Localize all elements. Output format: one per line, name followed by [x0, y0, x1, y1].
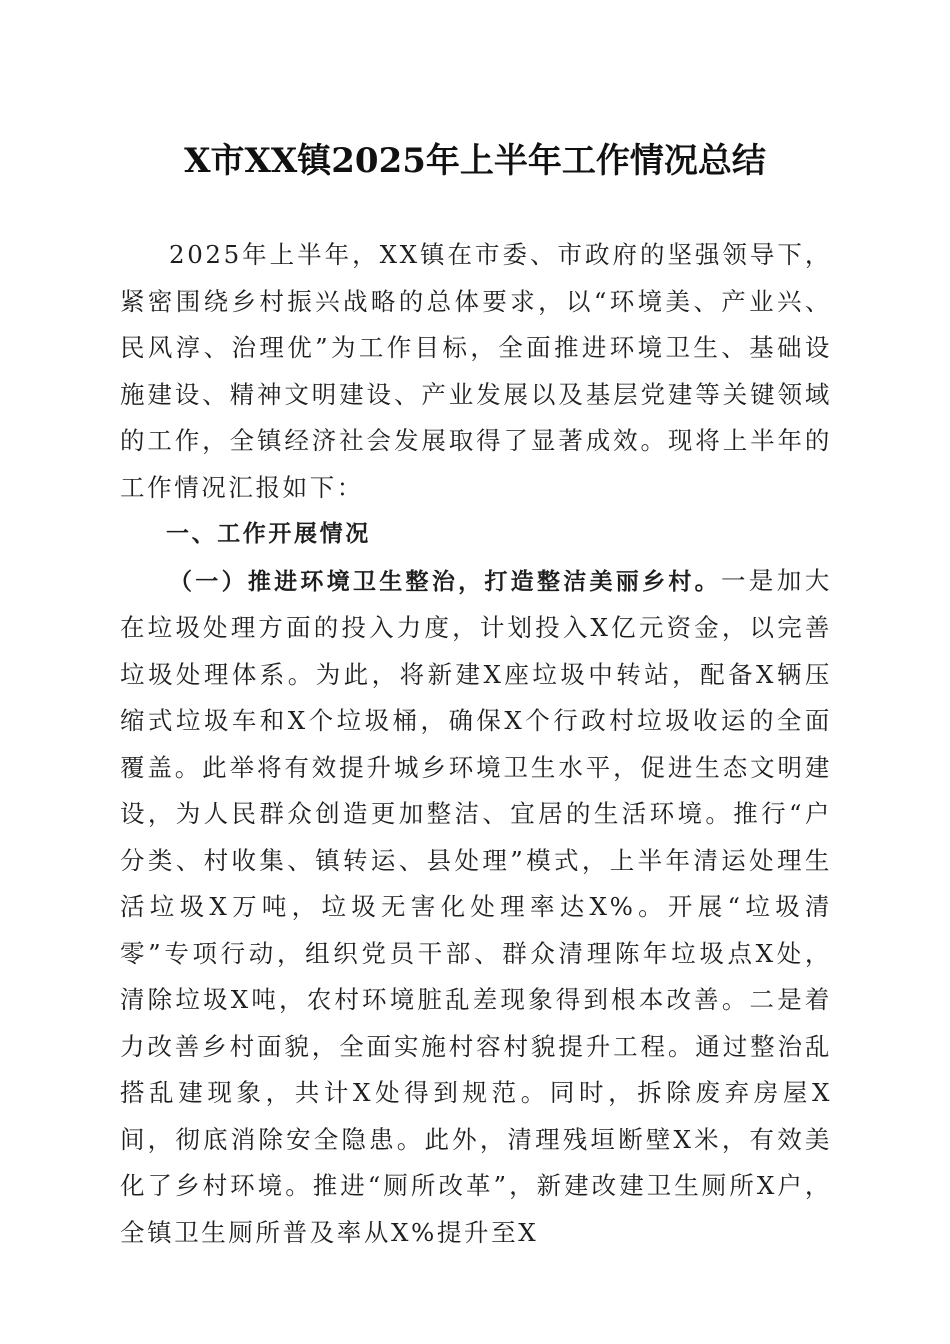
document-body	[120, 232, 832, 1256]
subsection-text: 一是加大在垃圾处理方面的投入力度，计划投入X亿元资金，以完善垃圾处理体系。为此，将新建X座垃圾中转站，配备X辆压缩式垃圾车和X个垃圾桶，确保X个行政村垃圾收运的全面覆盖。此举将有效提升城乡环境卫生水平，促进生态文明建设，为人民群众创造更加整洁、宜居的生活环境。推行“户分类、村收集、镇转运、县处理”模式，上半年清运处理生活垃圾X万吨，垃圾无害化处理率达X%。开展“垃圾清零”专项行动，组织党员干部、群众清理陈年垃圾点X处，清除垃圾X吨，农村环境脏乱差现象得到根本改善。二是着力改善乡村面貌，全面实施村容村貌提升工程。通过整治乱搭乱建现象，共计X处得到规范。同时，拆除废弃房屋X间，彻底消除安全隐患。此外，清理残垣断壁X米，有效美化了乡村环境。推进“厕所改革”，新建改建卫生厕所X户，全镇卫生厕所普及率从X%提升至X	[120, 565, 833, 1247]
document-title: X市XX镇2025年上半年工作情况总结	[184, 141, 766, 181]
subsection-heading: （一）推进环境卫生整治，打造整洁美丽乡村。	[169, 568, 721, 595]
intro-paragraph: 2025年上半年，XX镇在市委、市政府的坚强领导下，紧密围绕乡村振兴战略的总体要求，以“环境美、产业兴、民风淳、治理优”为工作目标，全面推进环境卫生、基础设施建设、精神文明建设、产业发展以及基层党建等关键领域的工作，全镇经济社会发展取得了显著成效。现将上半年的工作情况汇报如下：	[120, 240, 832, 502]
subsection-paragraph	[120, 558, 832, 1257]
section-heading: 一、工作开展情况	[166, 521, 371, 547]
